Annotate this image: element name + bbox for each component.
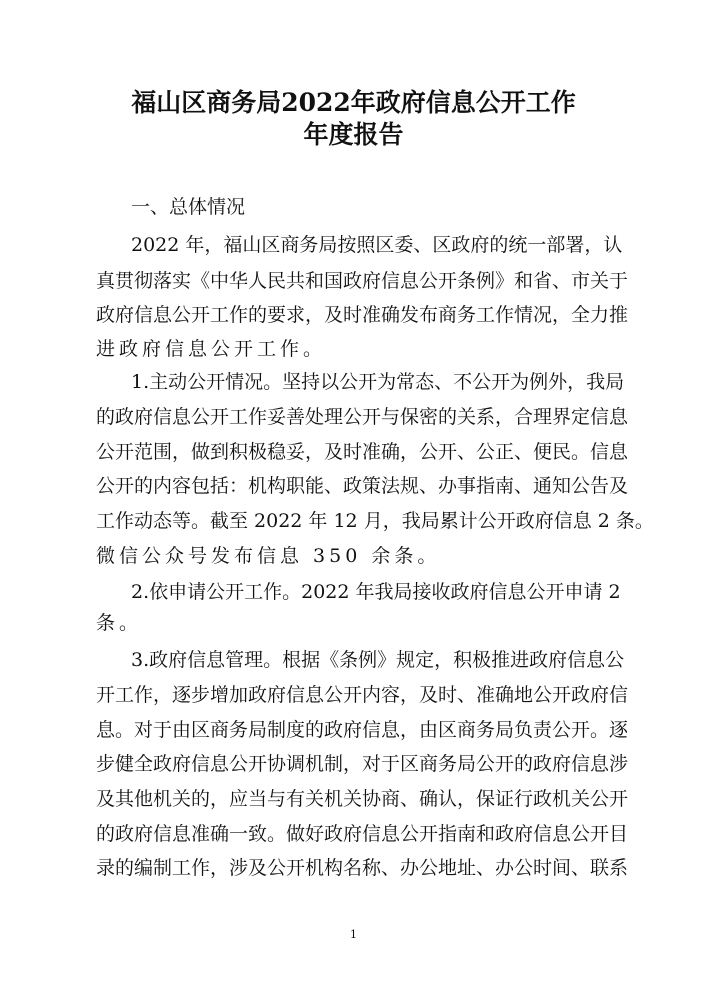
paragraph-line: 1.主动公开情况。坚持以公开为常态、不公开为例外，我局 bbox=[131, 371, 625, 393]
paragraph-line: 政府信息公开工作的要求，及时准确发布商务工作情况，全力推 bbox=[96, 304, 629, 326]
page-number: 1 bbox=[350, 928, 357, 941]
paragraph-line: 开工作，逐步增加政府信息公开内容，及时、准确地公开政府信 bbox=[96, 684, 629, 706]
paragraph-line: 的政府信息准确一致。做好政府信息公开指南和政府信息公开目 bbox=[96, 823, 629, 845]
paragraph-line: 条。 bbox=[96, 612, 143, 634]
paragraph-line: 工作动态等。截至 2022 年 12 月，我局累计公开政府信息 2 条。 bbox=[96, 510, 654, 532]
paragraph-line: 及其他机关的，应当与有关机关协商、确认，保证行政机关公开 bbox=[96, 788, 629, 810]
paragraph-line: 录的编制工作，涉及公开机构名称、办公地址、办公时间、联系 bbox=[96, 857, 629, 879]
paragraph-line: 公开的内容包括：机构职能、政策法规、办事指南、通知公告及 bbox=[96, 475, 629, 497]
paragraph-line: 3.政府信息管理。根据《条例》规定，积极推进政府信息公 bbox=[131, 649, 625, 671]
document-title-line-1: 福山区商务局2022年政府信息公开工作 bbox=[131, 88, 576, 117]
paragraph-line: 真贯彻落实《中华人民共和国政府信息公开条例》和省、市关于 bbox=[96, 270, 629, 292]
paragraph-line: 的政府信息公开工作妥善处理公开与保密的关系，合理界定信息 bbox=[96, 406, 629, 428]
paragraph-line: 进政府信息公开工作。 bbox=[96, 338, 327, 360]
paragraph-line: 公开范围，做到积极稳妥，及时准确，公开、公正、便民。信息 bbox=[96, 441, 629, 463]
paragraph-line: 息。对于由区商务局制度的政府信息，由区商务局负责公开。逐 bbox=[96, 719, 629, 741]
section-heading: 一、总体情况 bbox=[131, 196, 246, 218]
document-title-line-2: 年度报告 bbox=[303, 120, 404, 149]
paragraph-line: 微信公众号发布信息 350 余条。 bbox=[96, 545, 441, 567]
paragraph-line: 2.依申请公开工作。2022 年我局接收政府信息公开申请 2 bbox=[131, 581, 621, 603]
paragraph-line: 步健全政府信息公开协调机制，对于区商务局公开的政府信息涉 bbox=[96, 753, 629, 775]
paragraph-line: 2022 年，福山区商务局按照区委、区政府的统一部署，认 bbox=[131, 234, 623, 256]
